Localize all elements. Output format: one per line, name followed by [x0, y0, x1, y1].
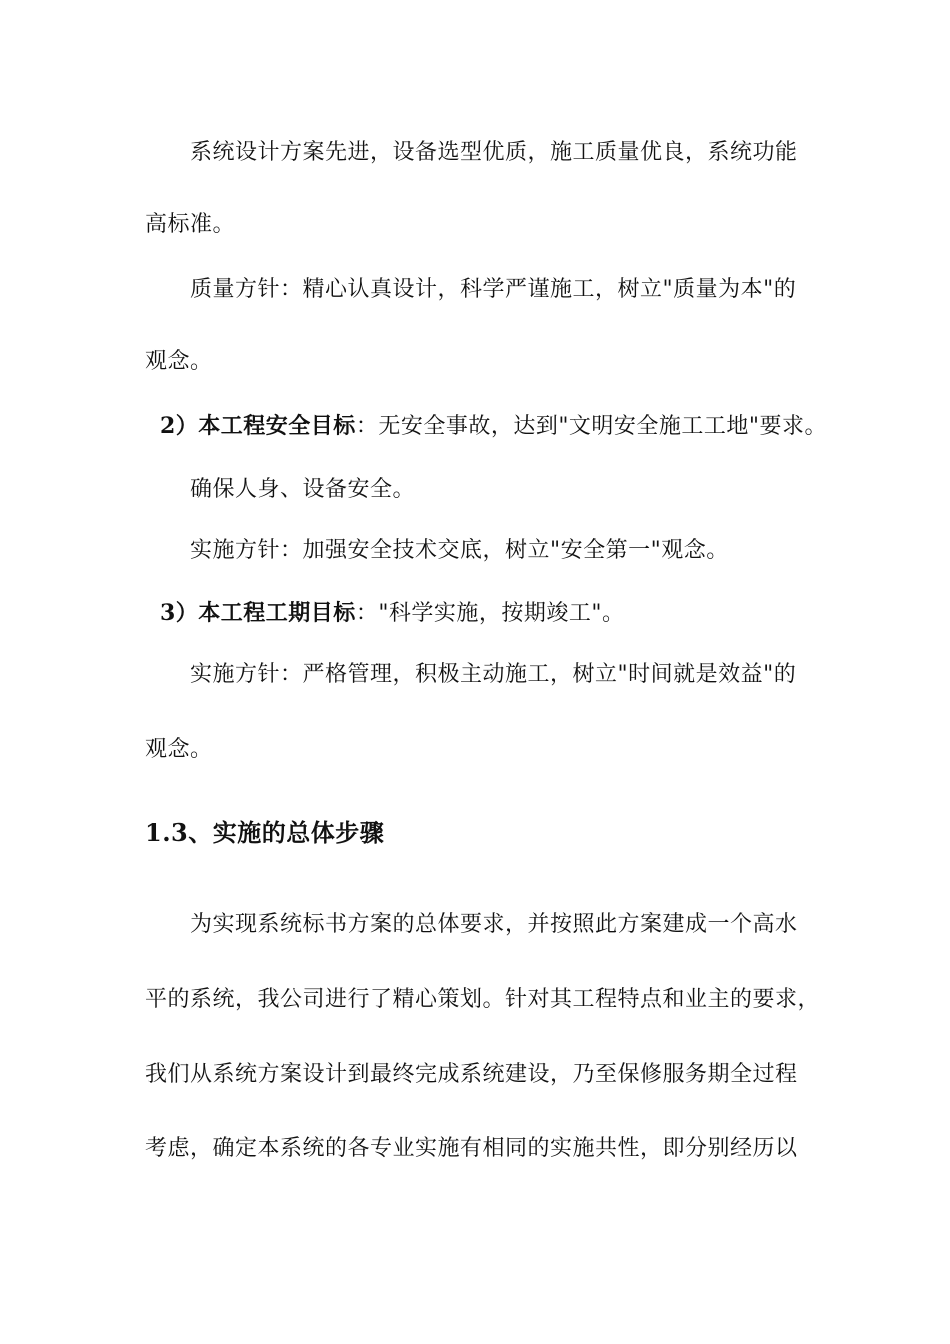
- list-item-text: ：无安全事故，达到"文明安全施工工地"要求。: [355, 414, 828, 439]
- paragraph-line: 我们从系统方案设计到最终完成系统建设，乃至保修服务期全过程: [145, 1062, 798, 1087]
- list-item-text: ："科学实施，按期竣工"。: [355, 601, 625, 626]
- list-item-label: 3）本工程工期目标: [160, 600, 356, 626]
- paragraph-line: 考虑，确定本系统的各专业实施有相同的实施共性，即分别经历以: [145, 1136, 798, 1161]
- section-heading: 1.3、实施的总体步骤: [145, 818, 385, 847]
- paragraph-line: 观念。: [145, 349, 213, 374]
- paragraph-line: 确保人身、设备安全。: [190, 477, 416, 502]
- paragraph-line: 高标准。: [145, 212, 236, 237]
- paragraph-line: 实施方针：加强安全技术交底，树立"安全第一"观念。: [190, 538, 729, 563]
- paragraph-line: 平的系统，我公司进行了精心策划。针对其工程特点和业主的要求，: [145, 987, 821, 1012]
- paragraph-line: 质量方针：精心认真设计，科学严谨施工，树立"质量为本"的: [190, 277, 797, 302]
- paragraph-line: 为实现系统标书方案的总体要求，并按照此方案建成一个高水: [190, 912, 798, 937]
- paragraph-line: 实施方针：严格管理，积极主动施工，树立"时间就是效益"的: [190, 662, 797, 687]
- list-item-safety-goal: [160, 411, 827, 442]
- paragraph-line: 系统设计方案先进，设备选型优质，施工质量优良，系统功能: [190, 140, 798, 165]
- list-item-schedule-goal: [160, 598, 625, 629]
- paragraph-line: 观念。: [145, 737, 213, 762]
- list-item-label: 2）本工程安全目标: [160, 413, 356, 439]
